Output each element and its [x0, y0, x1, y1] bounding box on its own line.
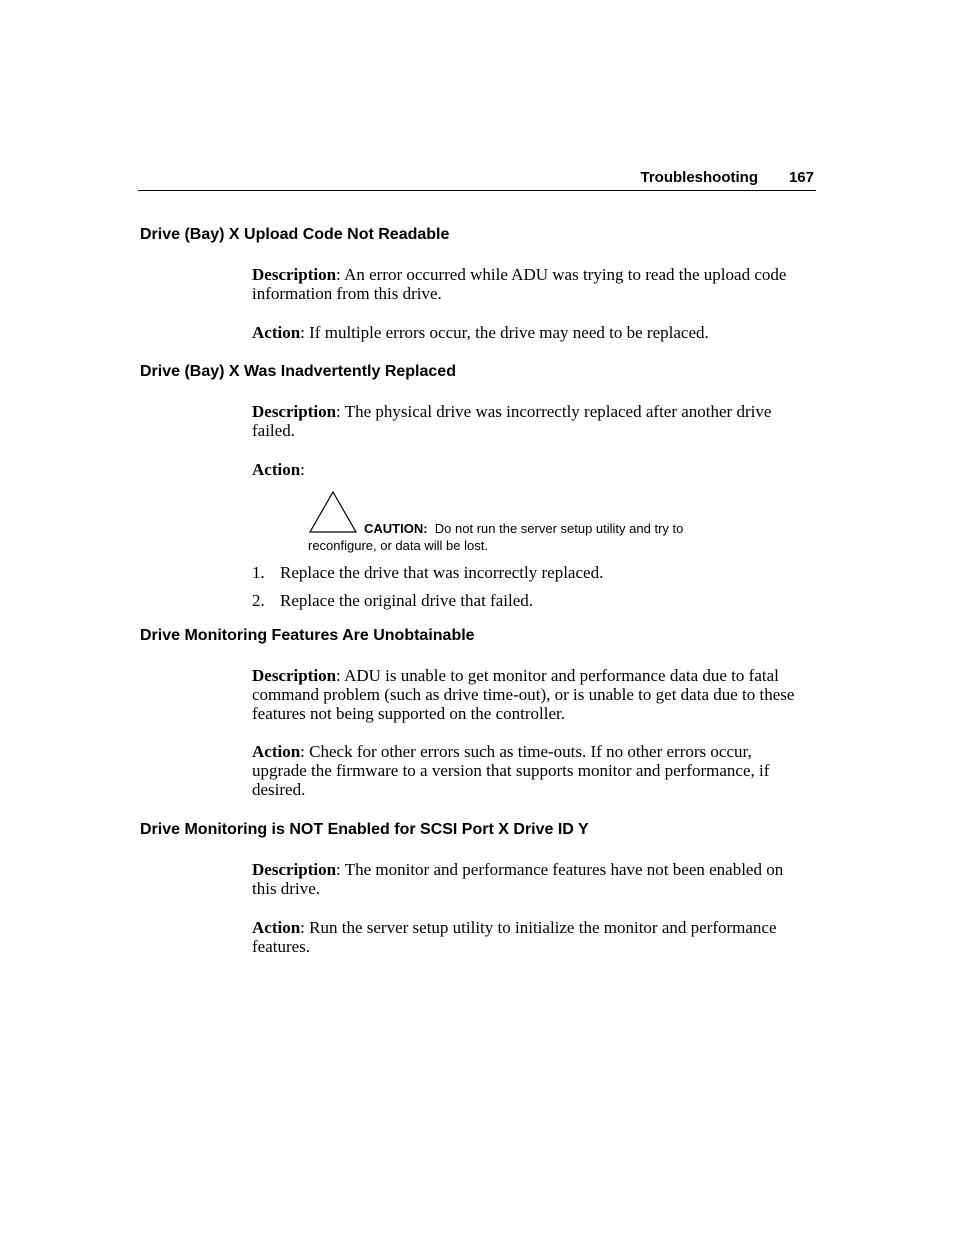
action-paragraph	[252, 460, 812, 479]
action-text: : Run the server setup utility to initialize the monitor and performance features.	[252, 918, 777, 956]
list-item	[252, 563, 603, 582]
list-item-text: Replace the drive that was incorrectly replaced.	[280, 563, 604, 582]
list-item	[252, 591, 533, 610]
list-item-number: 1.	[252, 563, 265, 582]
caution-text: Do not run the server setup utility and try to	[434, 521, 684, 536]
section-heading: Drive Monitoring Features Are Unobtainable	[140, 627, 475, 644]
description-text: : An error occurred while ADU was trying to read the upload code information from this drive.	[252, 265, 787, 303]
description-label: Description	[252, 860, 337, 879]
action-label: Action	[252, 742, 301, 761]
action-paragraph	[252, 323, 812, 342]
description-text: : ADU is unable to get monitor and performance data due to fatal command problem (such as drive time-out), or is unable to get data due to these features not being supported on the controller.	[252, 666, 795, 723]
action-label: Action	[252, 460, 301, 479]
list-item-text: Replace the original drive that failed.	[280, 591, 534, 610]
description-paragraph	[252, 666, 807, 723]
section-heading: Drive (Bay) X Was Inadvertently Replaced	[140, 363, 456, 380]
description-paragraph	[252, 860, 800, 898]
description-text: : The physical drive was incorrectly replaced after another drive failed.	[252, 402, 772, 440]
action-paragraph	[252, 742, 782, 799]
caution-label: CAUTION:	[364, 521, 428, 536]
description-paragraph	[252, 265, 812, 303]
page-header	[138, 168, 816, 191]
action-text: : Check for other errors such as time-outs. If no other errors occur, upgrade the firmware to a version that supports monitor and performance, if desired.	[252, 742, 770, 799]
description-label: Description	[252, 402, 337, 421]
header-title: Troubleshooting	[640, 169, 758, 186]
section-heading: Drive Monitoring is NOT Enabled for SCSI Port X Drive ID Y	[140, 821, 589, 838]
action-label: Action	[252, 918, 301, 937]
description-text: : The monitor and performance features have not been enabled on this drive.	[252, 860, 784, 898]
action-text: : If multiple errors occur, the drive may need to be replaced.	[300, 323, 709, 342]
action-text: :	[300, 460, 305, 479]
caution-icon	[308, 490, 358, 534]
action-paragraph	[252, 918, 792, 956]
description-paragraph	[252, 402, 792, 440]
description-label: Description	[252, 265, 337, 284]
description-label: Description	[252, 666, 337, 685]
caution-text-continued: reconfigure, or data will be lost.	[308, 538, 488, 553]
action-label: Action	[252, 323, 301, 342]
list-item-number: 2.	[252, 591, 265, 610]
section-heading: Drive (Bay) X Upload Code Not Readable	[140, 226, 450, 243]
page-number: 167	[788, 169, 814, 186]
